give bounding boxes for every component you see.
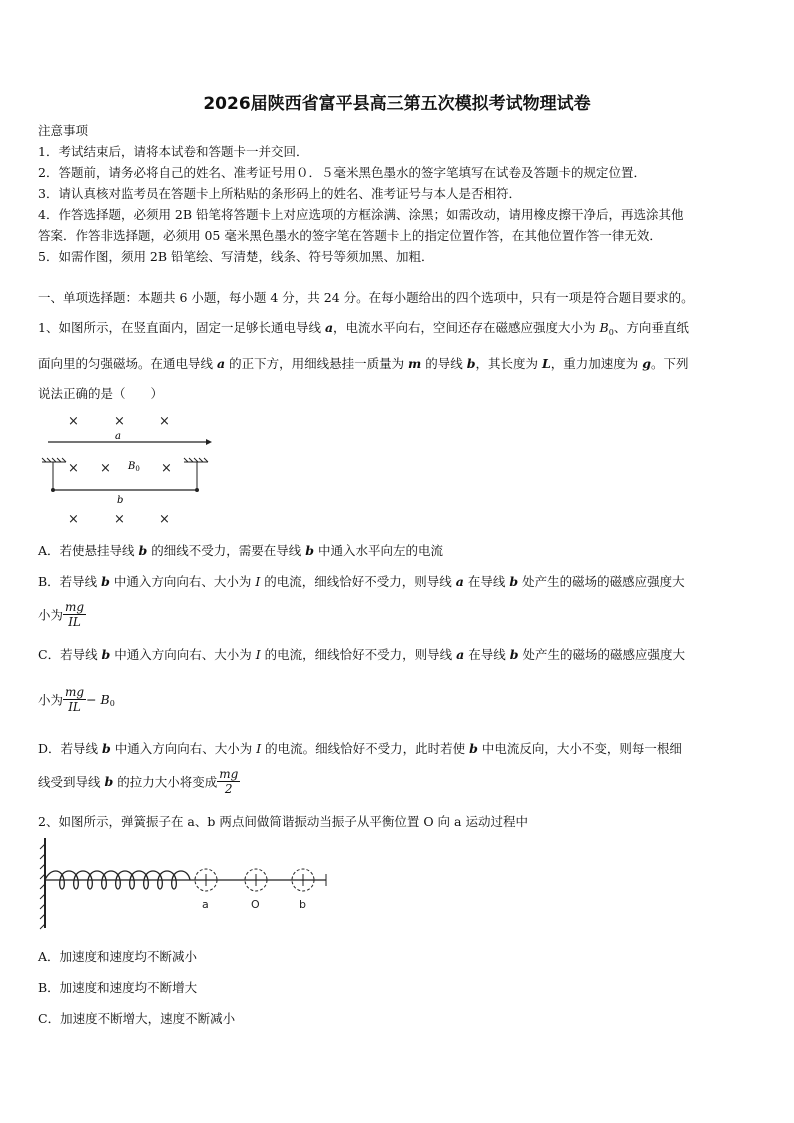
notice-item: 3．请认真核对监考员在答题卡上所粘贴的条形码上的姓名、准考证号与本人是否相符． (38, 186, 521, 201)
notice-item: 答案．作答非选择题，必须用 05 毫米黑色墨水的签字笔在答题卡上的指定位置作答，在其他位置作答一律无效． (38, 228, 662, 243)
q1-line1: 1、如图所示，在竖直面内，固定一足够长通电导线 a，电流水平向右，空间还存在磁感应强度大小为 $B_0$、方向垂直纸 (38, 320, 689, 337)
q1-option-b: B．若导线 b 中通入方向向右、大小为 I 的电流，细线恰好不受力，则导线 a 在导线 b 处产生的磁场的磁感应强度大 (38, 574, 685, 589)
cross-mark: × (114, 414, 125, 429)
ceiling-left (42, 458, 66, 462)
label-b: b (299, 898, 306, 911)
notice-heading: 注意事项 (38, 123, 89, 138)
q1-option-d: D．若导线 b 中通入方向向右、大小为 I 的电流。细线恰好不受力，此时若使 b 中电流反向，大小不变，则每一根细 (38, 741, 682, 756)
cross-mark: × (68, 414, 79, 429)
q2-stem: 2、如图所示，弹簧振子在 a、b 两点间做简谐振动当振子从平衡位置 O 向 a 运动过程中 (38, 814, 528, 829)
arrow-right-icon (206, 439, 212, 445)
cross-mark: × (161, 461, 172, 476)
cross-mark: × (68, 512, 79, 527)
cross-mark: × (100, 461, 111, 476)
label-o: O (251, 898, 260, 911)
wire-b-label: b (117, 495, 124, 506)
notice-item: 1．考试结束后，请将本试卷和答题卡一并交回． (38, 144, 309, 159)
cross-mark: × (159, 414, 170, 429)
q2-option-c: C．加速度不断增大，速度不断减小 (38, 1011, 236, 1026)
cross-mark: × (114, 512, 125, 527)
fraction-mg-il: $\frac{mg}{IL}$ (65, 600, 85, 629)
q1-option-c: C．若导线 b 中通入方向向右、大小为 I 的电流，细线恰好不受力，则导线 a 在导线 b 处产生的磁场的磁感应强度大 (38, 647, 685, 662)
notice-item: 2．答题前，请务必将自己的姓名、准考证号用０．５毫米黑色墨水的签字笔填写在试卷及答题卡的规定位置． (38, 165, 646, 180)
label-a: a (202, 898, 209, 911)
q1-option-d-line2: 线受到导线 b 的拉力大小将变成 $\frac{mg}{2}$ (38, 767, 239, 796)
q1-option-b-line2: 小为 $\frac{mg}{IL}$ (38, 600, 85, 629)
fraction-mg-il: $\frac{mg}{IL}$ (65, 685, 85, 714)
notice-item: 4．作答选择题，必须用 2B 铅笔将答题卡上对应选项的方框涂满、涂黑；如需改动，请用橡皮擦干净后，再选涂其他 (38, 207, 684, 222)
q1-option-c-line2: 小为 $\frac{mg}{IL}$ − $B_0$ (38, 685, 115, 714)
wire-a-label: a (115, 431, 121, 442)
q2-spring-figure (38, 832, 338, 932)
q1-line2: 面向里的匀强磁场。在通电导线 a 的正下方，用细线悬挂一质量为 m 的导线 b，其长度为 L，重力加速度为 g。下列 (38, 356, 689, 371)
cross-mark: × (159, 512, 170, 527)
q2-option-a: A．加速度和速度均不断减小 (38, 949, 198, 964)
q2-option-b: B．加速度和速度均不断增大 (38, 980, 198, 995)
b0-label: $B_0$ (128, 461, 140, 473)
q1-line3: 说法正确的是（ ） (38, 386, 164, 401)
fraction-mg-2: $\frac{mg}{2}$ (219, 767, 239, 796)
ceiling-right (184, 458, 208, 462)
cross-mark: × (68, 461, 79, 476)
q1-figure (38, 408, 218, 533)
page-title: 2026届陕西省富平县高三第五次模拟考试物理试卷 (203, 94, 591, 114)
section-heading: 一、单项选择题：本题共 6 小题，每小题 4 分，共 24 分。在每小题给出的四个选项中，只有一项是符合题目要求的。 (38, 290, 694, 305)
notice-item: 5．如需作图，须用 2B 铅笔绘、写清楚，线条、符号等须加黑、加粗． (38, 249, 434, 264)
q1-option-a: A．若使悬挂导线 b 的细线不受力，需要在导线 b 中通入水平向左的电流 (38, 543, 443, 558)
